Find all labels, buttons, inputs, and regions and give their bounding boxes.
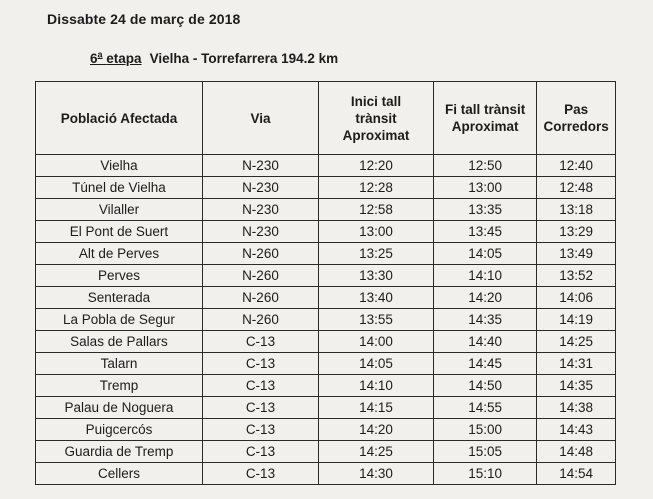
cell-fi-tall: 13:35 bbox=[433, 199, 536, 221]
cell-pas-corredors: 14:54 bbox=[537, 463, 616, 485]
cell-via: N-260 bbox=[202, 243, 318, 265]
cell-inici-tall: 14:00 bbox=[318, 331, 433, 353]
column-header-inici-tall bbox=[318, 82, 433, 155]
cell-via: N-230 bbox=[202, 221, 318, 243]
cell-pas-corredors: 12:40 bbox=[537, 155, 616, 177]
table-row bbox=[36, 199, 616, 221]
cell-via: N-230 bbox=[202, 199, 318, 221]
cell-inici-tall: 13:30 bbox=[318, 265, 433, 287]
cell-poblacio: El Pont de Suert bbox=[36, 221, 203, 243]
column-header-pas-corredors bbox=[537, 82, 616, 155]
cell-pas-corredors: 14:31 bbox=[537, 353, 616, 375]
stage-heading bbox=[90, 49, 338, 66]
cell-poblacio: Salas de Pallars bbox=[36, 331, 203, 353]
cell-fi-tall: 15:05 bbox=[433, 441, 536, 463]
cell-poblacio: Vielha bbox=[36, 155, 203, 177]
cell-fi-tall: 14:55 bbox=[433, 397, 536, 419]
header-line: Aproximat bbox=[451, 119, 519, 134]
cell-inici-tall: 14:25 bbox=[318, 441, 433, 463]
cell-via: N-260 bbox=[202, 287, 318, 309]
cell-pas-corredors: 14:35 bbox=[537, 375, 616, 397]
cell-pas-corredors: 13:49 bbox=[537, 243, 616, 265]
cell-fi-tall: 13:45 bbox=[433, 221, 536, 243]
column-header-via bbox=[202, 82, 318, 155]
cell-poblacio: Tremp bbox=[36, 375, 203, 397]
cell-poblacio: Talarn bbox=[36, 353, 203, 375]
cell-poblacio: Senterada bbox=[36, 287, 203, 309]
table-header-row bbox=[36, 82, 616, 155]
cell-via: C-13 bbox=[202, 375, 318, 397]
cell-fi-tall: 14:40 bbox=[433, 331, 536, 353]
stage-ordinal: a bbox=[97, 49, 103, 59]
table-body bbox=[36, 155, 616, 485]
table-row bbox=[36, 177, 616, 199]
cell-inici-tall: 14:15 bbox=[318, 397, 433, 419]
cell-via: C-13 bbox=[202, 353, 318, 375]
cell-inici-tall: 12:28 bbox=[318, 177, 433, 199]
cell-pas-corredors: 13:29 bbox=[537, 221, 616, 243]
cell-poblacio: Puigcercós bbox=[36, 419, 203, 441]
header-line: Població Afectada bbox=[60, 110, 178, 126]
cell-fi-tall: 14:20 bbox=[433, 287, 536, 309]
cell-inici-tall: 14:20 bbox=[318, 419, 433, 441]
cell-inici-tall: 13:25 bbox=[318, 243, 433, 265]
cell-poblacio: Túnel de Vielha bbox=[36, 177, 203, 199]
cell-inici-tall: 14:05 bbox=[318, 353, 433, 375]
cell-pas-corredors: 14:38 bbox=[537, 397, 616, 419]
cell-poblacio: Vilaller bbox=[36, 199, 203, 221]
cell-via: C-13 bbox=[202, 331, 318, 353]
table-row bbox=[36, 375, 616, 397]
cell-inici-tall: 13:40 bbox=[318, 287, 433, 309]
table-row bbox=[36, 441, 616, 463]
table-row bbox=[36, 309, 616, 331]
cell-fi-tall: 12:50 bbox=[433, 155, 536, 177]
header-line: Pas bbox=[564, 102, 589, 117]
cell-fi-tall: 15:10 bbox=[433, 463, 536, 485]
cell-poblacio: Cellers bbox=[36, 463, 203, 485]
header-line: trànsit bbox=[355, 110, 397, 126]
cell-pas-corredors: 14:25 bbox=[537, 331, 616, 353]
cell-fi-tall: 14:50 bbox=[433, 375, 536, 397]
cell-via: C-13 bbox=[202, 441, 318, 463]
road-closure-table bbox=[35, 81, 616, 485]
cell-via: N-260 bbox=[202, 265, 318, 287]
header-line: Via bbox=[250, 110, 271, 126]
cell-fi-tall: 15:00 bbox=[433, 419, 536, 441]
table-row bbox=[36, 331, 616, 353]
cell-inici-tall: 13:00 bbox=[318, 221, 433, 243]
header-line: Fi tall trànsit bbox=[444, 102, 526, 117]
cell-via: N-260 bbox=[202, 309, 318, 331]
cell-via: C-13 bbox=[202, 463, 318, 485]
table-row bbox=[36, 243, 616, 265]
cell-pas-corredors: 14:48 bbox=[537, 441, 616, 463]
cell-poblacio: Guardia de Tremp bbox=[36, 441, 203, 463]
stage-number bbox=[90, 51, 142, 66]
cell-pas-corredors: 13:18 bbox=[537, 199, 616, 221]
table-row bbox=[36, 397, 616, 419]
cell-inici-tall: 12:20 bbox=[318, 155, 433, 177]
table-row bbox=[36, 353, 616, 375]
table-row bbox=[36, 419, 616, 441]
table-row bbox=[36, 221, 616, 243]
cell-poblacio: Perves bbox=[36, 265, 203, 287]
header-line: Corredors bbox=[543, 119, 609, 134]
cell-inici-tall: 12:58 bbox=[318, 199, 433, 221]
cell-via: C-13 bbox=[202, 397, 318, 419]
header-line: Inici tall bbox=[350, 93, 402, 109]
table-row bbox=[36, 155, 616, 177]
cell-pas-corredors: 14:06 bbox=[537, 287, 616, 309]
column-header-poblacio bbox=[36, 82, 203, 155]
header-line: Aproximat bbox=[342, 127, 410, 143]
cell-poblacio: Alt de Perves bbox=[36, 243, 203, 265]
stage-route: Vielha - Torrefarrera 194.2 km bbox=[149, 50, 339, 66]
cell-inici-tall: 14:10 bbox=[318, 375, 433, 397]
cell-fi-tall: 14:05 bbox=[433, 243, 536, 265]
cell-inici-tall: 14:30 bbox=[318, 463, 433, 485]
date-heading: Dissabte 24 de març de 2018 bbox=[47, 11, 241, 27]
stage-number-value: 6 bbox=[90, 50, 98, 66]
cell-via: C-13 bbox=[202, 419, 318, 441]
cell-fi-tall: 14:10 bbox=[433, 265, 536, 287]
cell-fi-tall: 14:45 bbox=[433, 353, 536, 375]
cell-via: N-230 bbox=[202, 155, 318, 177]
cell-pas-corredors: 14:43 bbox=[537, 419, 616, 441]
cell-poblacio: La Pobla de Segur bbox=[36, 309, 203, 331]
cell-via: N-230 bbox=[202, 177, 318, 199]
column-header-fi-tall bbox=[433, 82, 536, 155]
cell-poblacio: Palau de Noguera bbox=[36, 397, 203, 419]
cell-fi-tall: 14:35 bbox=[433, 309, 536, 331]
stage-word: etapa bbox=[106, 50, 142, 66]
cell-fi-tall: 13:00 bbox=[433, 177, 536, 199]
table-row bbox=[36, 463, 616, 485]
cell-pas-corredors: 14:19 bbox=[537, 309, 616, 331]
table-row bbox=[36, 287, 616, 309]
cell-inici-tall: 13:55 bbox=[318, 309, 433, 331]
cell-pas-corredors: 12:48 bbox=[537, 177, 616, 199]
table-row bbox=[36, 265, 616, 287]
cell-pas-corredors: 13:52 bbox=[537, 265, 616, 287]
